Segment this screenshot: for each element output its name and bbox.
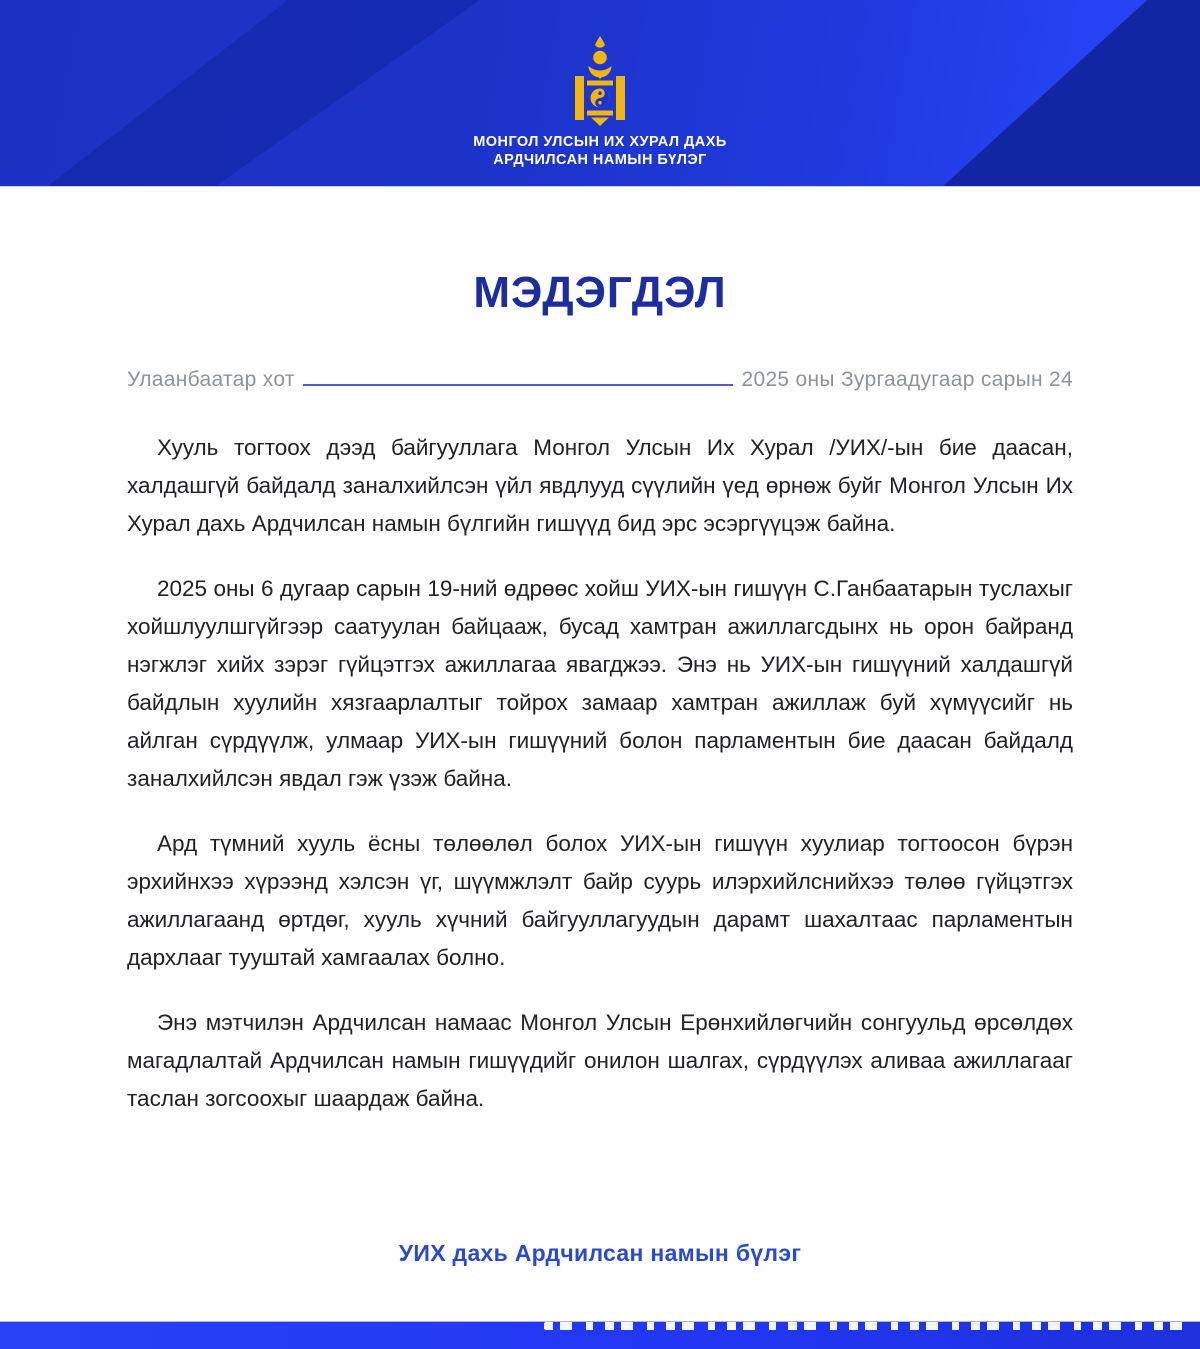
soyombo-icon: [0, 36, 1200, 128]
dateline: [127, 368, 1073, 392]
dateline-rule: [303, 383, 734, 386]
statement-body: [127, 429, 1073, 1145]
org-name-line1: МОНГОЛ УЛСЫН ИХ ХУРАЛ ДАХЬ: [473, 134, 727, 150]
header-banner: [0, 0, 1200, 187]
dateline-date: 2025 оны Зургаадугаар сарын 24: [741, 368, 1073, 391]
body-paragraph-1: Хууль тогтоох дээд байгууллага Монгол Улсын Их Хурал /УИХ/-ын бие даасан, халдашгүй байдалд заналхийлсэн үйл явдлууд сүүлийн үед өрнөж буйг Монгол Улсын Их Хурал дахь Ардчилсан намын бүлгийн гишүүд бид эрс эсэргүүцэж байна.: [127, 435, 1073, 536]
dateline-place: Улаанбаатар хот: [127, 368, 295, 391]
watermark-cutoff-text: [544, 1322, 1184, 1330]
org-name-line2: АРДЧИЛСАН НАМЫН БҮЛЭГ: [493, 151, 707, 168]
body-paragraph-2: 2025 оны 6 дугаар сарын 19-ний өдрөөс хойш УИХ-ын гишүүн С.Ганбаатарын туслахыг хойшлуулшгүйгээр саатуулан байцааж, бусад хамтран ажиллагсдынх нь орон байранд нэгжлэг хийх зэрэг гүйцэтгэх ажиллагаа явагджээ. Энэ нь УИХ-ын гишүүний халдашгүй байдлын хуулийн хязгаарлалтыг тойрох замаар хамтран ажиллаж буй хүмүүсийг нь айлган сүрдүүлж, улмаар УИХ-ын гишүүний болон парламентын бие даасан байдалд заналхийлсэн явдал гэж үзэж байна.: [127, 576, 1073, 791]
signature-line: УИХ дахь Ардчилсан намын бүлэг: [398, 1240, 802, 1266]
body-paragraph-4: Энэ мэтчилэн Ардчилсан намаас Монгол Улсын Ерөнхийлөгчийн сонгуульд өрсөлдөх магадлалтай Ардчилсан намын гишүүдийг онилон шалгах, сүрдүүлэх аливаа ажиллагааг таслан зогсоохыг шаардаж байна.: [127, 1010, 1073, 1111]
body-paragraph-3: Ард түмний хууль ёсны төлөөлөл болох УИХ-ын гишүүн хуулиар тогтоосон бүрэн эрхийнхээ хүрээнд хэлсэн үг, шүүмжлэлт байр суурь илэрхийлснийхээ төлөө гүйцэтгэх ажиллагаанд өртдөг, хууль хүчний байгууллагуудын дарамт шахалтаас парламентын дархлааг тууштай хамгаалах болно.: [127, 831, 1073, 970]
page-title: МЭДЭГДЭЛ: [473, 268, 727, 317]
org-name: [0, 134, 1200, 169]
